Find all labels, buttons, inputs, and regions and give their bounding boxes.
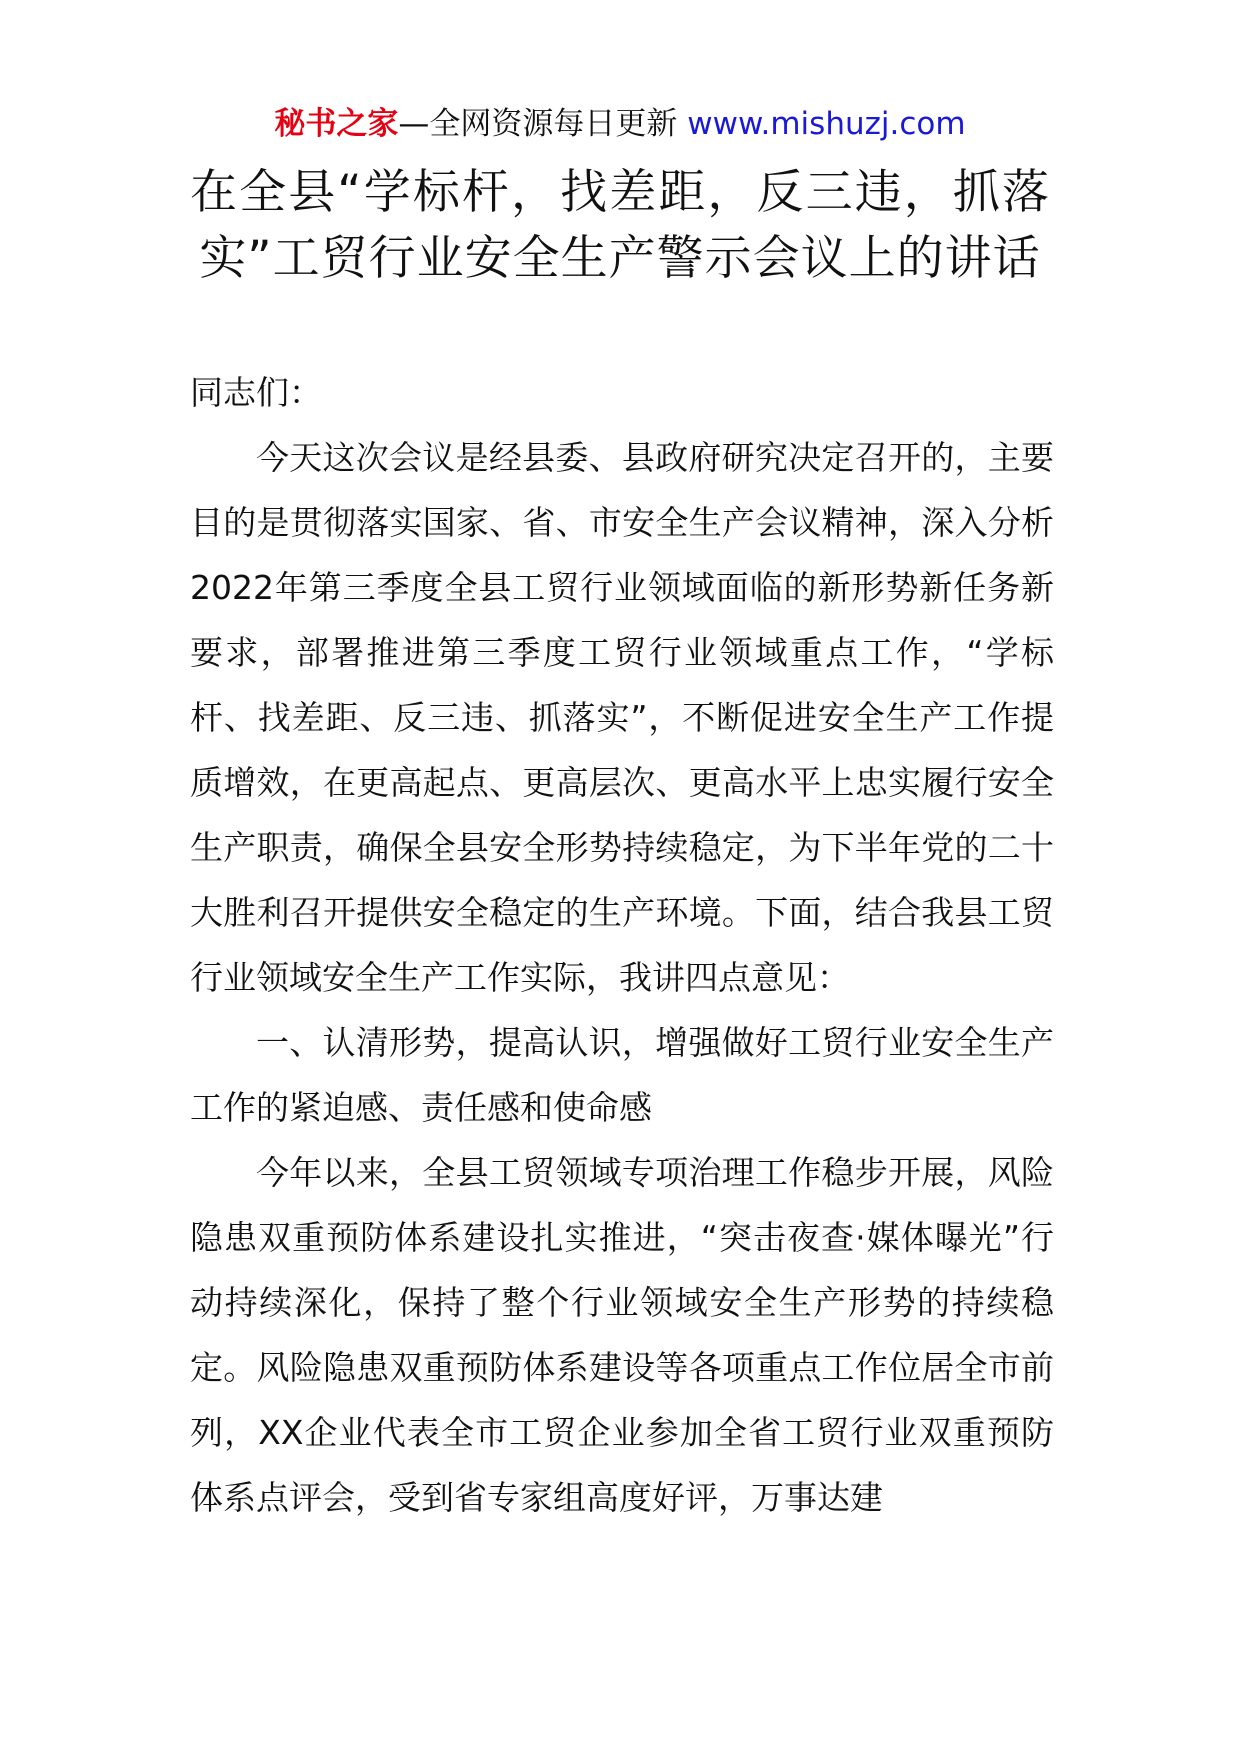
section-heading: 一、认清形势，提高认识，增强做好工贸行业安全生产工作的紧迫感、责任感和使命感: [190, 1023, 1054, 1127]
site-brand: 秘书之家: [274, 106, 399, 142]
document-body: [190, 360, 1054, 1530]
document-title: 在全县“学标杆，找差距，反三违，抓落实”工贸行业安全生产警示会议上的讲话: [190, 165, 1050, 286]
paragraph-intro: 今天这次会议是经县委、县政府研究决定召开的，主要目的是贯彻落实国家、省、市安全生产会议精神，深入分析2022年第三季度全县工贸行业领域面临的新形势新任务新要求，部署推进第三季度工贸行业领域重点工作，“学标杆、找差距、反三违、抓落实”，不断促进安全生产工作提质增效，在更高起点、更高层次、更高水平上忠实履行安全生产职责，确保全县安全形势持续稳定，为下半年党的二十大胜利召开提供安全稳定的生产环境。下面，结合我县工贸行业领域安全生产工作实际，我讲四点意见：: [190, 438, 1054, 997]
site-url-link[interactable]: www.mishuzj.com: [687, 106, 966, 142]
site-tagline: —全网资源每日更新: [398, 106, 678, 142]
salutation: 同志们：: [190, 373, 322, 412]
site-header: [0, 100, 1240, 148]
paragraph-situation: 今年以来，全县工贸领域专项治理工作稳步开展，风险隐患双重预防体系建设扎实推进，“突击夜查·媒体曝光”行动持续深化，保持了整个行业领域安全生产形势的持续稳定。风险隐患双重预防体系建设等各项重点工作位居全市前列，XX企业代表全市工贸企业参加全省工贸行业双重预防体系点评会，受到省专家组高度好评，万事达建: [190, 1153, 1054, 1517]
